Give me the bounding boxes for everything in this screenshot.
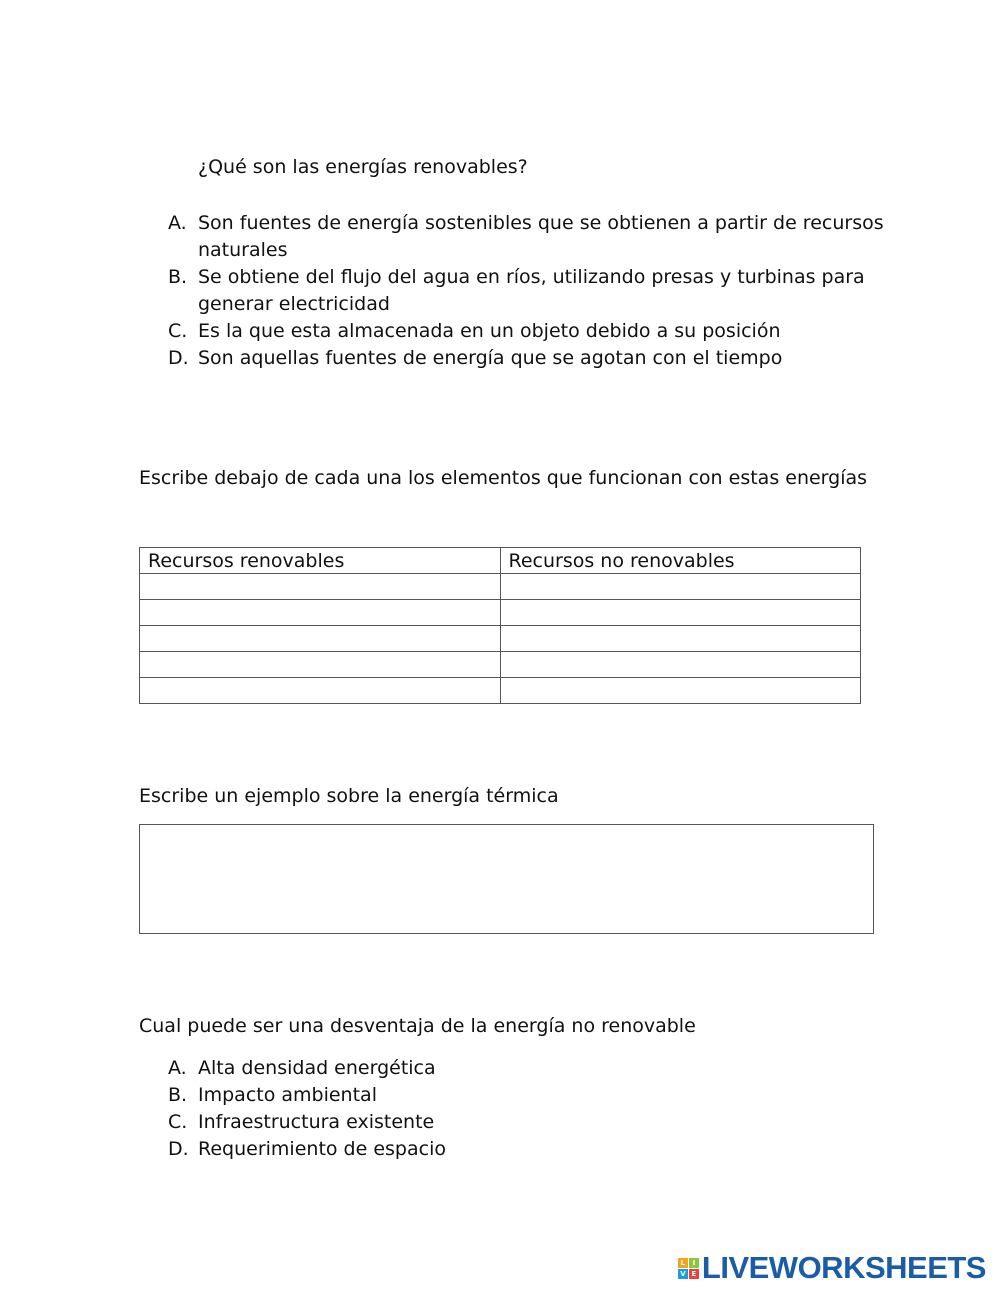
header-renewable: Recursos renovables bbox=[140, 548, 501, 574]
option-text: Son fuentes de energía sostenibles que se obtienen a partir de recursos naturales bbox=[198, 212, 884, 261]
question-4-option-b[interactable] bbox=[168, 1082, 888, 1109]
question-3-title: Escribe un ejemplo sobre la energía térmica bbox=[139, 785, 559, 807]
option-letter: B. bbox=[168, 1084, 188, 1106]
renewable-cell[interactable] bbox=[140, 678, 501, 704]
resources-table bbox=[139, 547, 861, 704]
option-text: Es la que esta almacenada en un objeto debido a su posición bbox=[198, 320, 781, 342]
non-renewable-cell[interactable] bbox=[500, 678, 861, 704]
table-row bbox=[140, 626, 861, 652]
table-row bbox=[140, 678, 861, 704]
option-text: Infraestructura existente bbox=[198, 1111, 435, 1133]
question-4-option-d[interactable] bbox=[168, 1136, 888, 1163]
header-non-renewable: Recursos no renovables bbox=[500, 548, 861, 574]
question-2-title: Escribe debajo de cada una los elementos que funcionan con estas energías bbox=[139, 467, 868, 489]
mark-tile: L bbox=[678, 1258, 688, 1268]
question-4-options bbox=[168, 1055, 888, 1163]
question-1-option-b[interactable] bbox=[168, 264, 888, 318]
question-1-option-d[interactable] bbox=[168, 345, 888, 372]
question-1-title: ¿Qué son las energías renovables? bbox=[198, 156, 528, 178]
option-text: Se obtiene del flujo del agua en ríos, utilizando presas y turbinas para generar electricidad bbox=[198, 266, 865, 315]
option-letter: B. bbox=[168, 266, 188, 288]
non-renewable-cell[interactable] bbox=[500, 652, 861, 678]
renewable-cell[interactable] bbox=[140, 600, 501, 626]
option-text: Impacto ambiental bbox=[198, 1084, 377, 1106]
question-1-options bbox=[168, 210, 888, 372]
brand-name: LIVEWORKSHEETS bbox=[701, 1250, 986, 1285]
option-letter: C. bbox=[168, 1111, 188, 1133]
question-4-option-c[interactable] bbox=[168, 1109, 888, 1136]
renewable-cell[interactable] bbox=[140, 652, 501, 678]
liveworksheets-logo[interactable] bbox=[678, 1250, 986, 1286]
renewable-cell[interactable] bbox=[140, 626, 501, 652]
question-4-title: Cual puede ser una desventaja de la energía no renovable bbox=[139, 1015, 696, 1037]
question-4-option-a[interactable] bbox=[168, 1055, 888, 1082]
liveworksheets-mark-icon bbox=[678, 1258, 699, 1279]
non-renewable-cell[interactable] bbox=[500, 600, 861, 626]
mark-tile: I bbox=[689, 1258, 699, 1268]
non-renewable-cell[interactable] bbox=[500, 574, 861, 600]
option-text: Requerimiento de espacio bbox=[198, 1138, 446, 1160]
option-text: Son aquellas fuentes de energía que se agotan con el tiempo bbox=[198, 347, 783, 369]
mark-tile: E bbox=[689, 1269, 699, 1279]
renewable-cell[interactable] bbox=[140, 574, 501, 600]
thermal-energy-answer-box[interactable] bbox=[139, 824, 874, 934]
table-header-row bbox=[140, 548, 861, 574]
question-1-option-a[interactable] bbox=[168, 210, 888, 264]
option-letter: A. bbox=[168, 1057, 187, 1079]
option-text: Alta densidad energética bbox=[198, 1057, 436, 1079]
option-letter: D. bbox=[168, 347, 189, 369]
question-1-option-c[interactable] bbox=[168, 318, 888, 345]
mark-tile: V bbox=[678, 1269, 688, 1279]
table-row bbox=[140, 652, 861, 678]
table-row bbox=[140, 600, 861, 626]
option-letter: A. bbox=[168, 212, 187, 234]
table-row bbox=[140, 574, 861, 600]
non-renewable-cell[interactable] bbox=[500, 626, 861, 652]
option-letter: C. bbox=[168, 320, 188, 342]
option-letter: D. bbox=[168, 1138, 189, 1160]
